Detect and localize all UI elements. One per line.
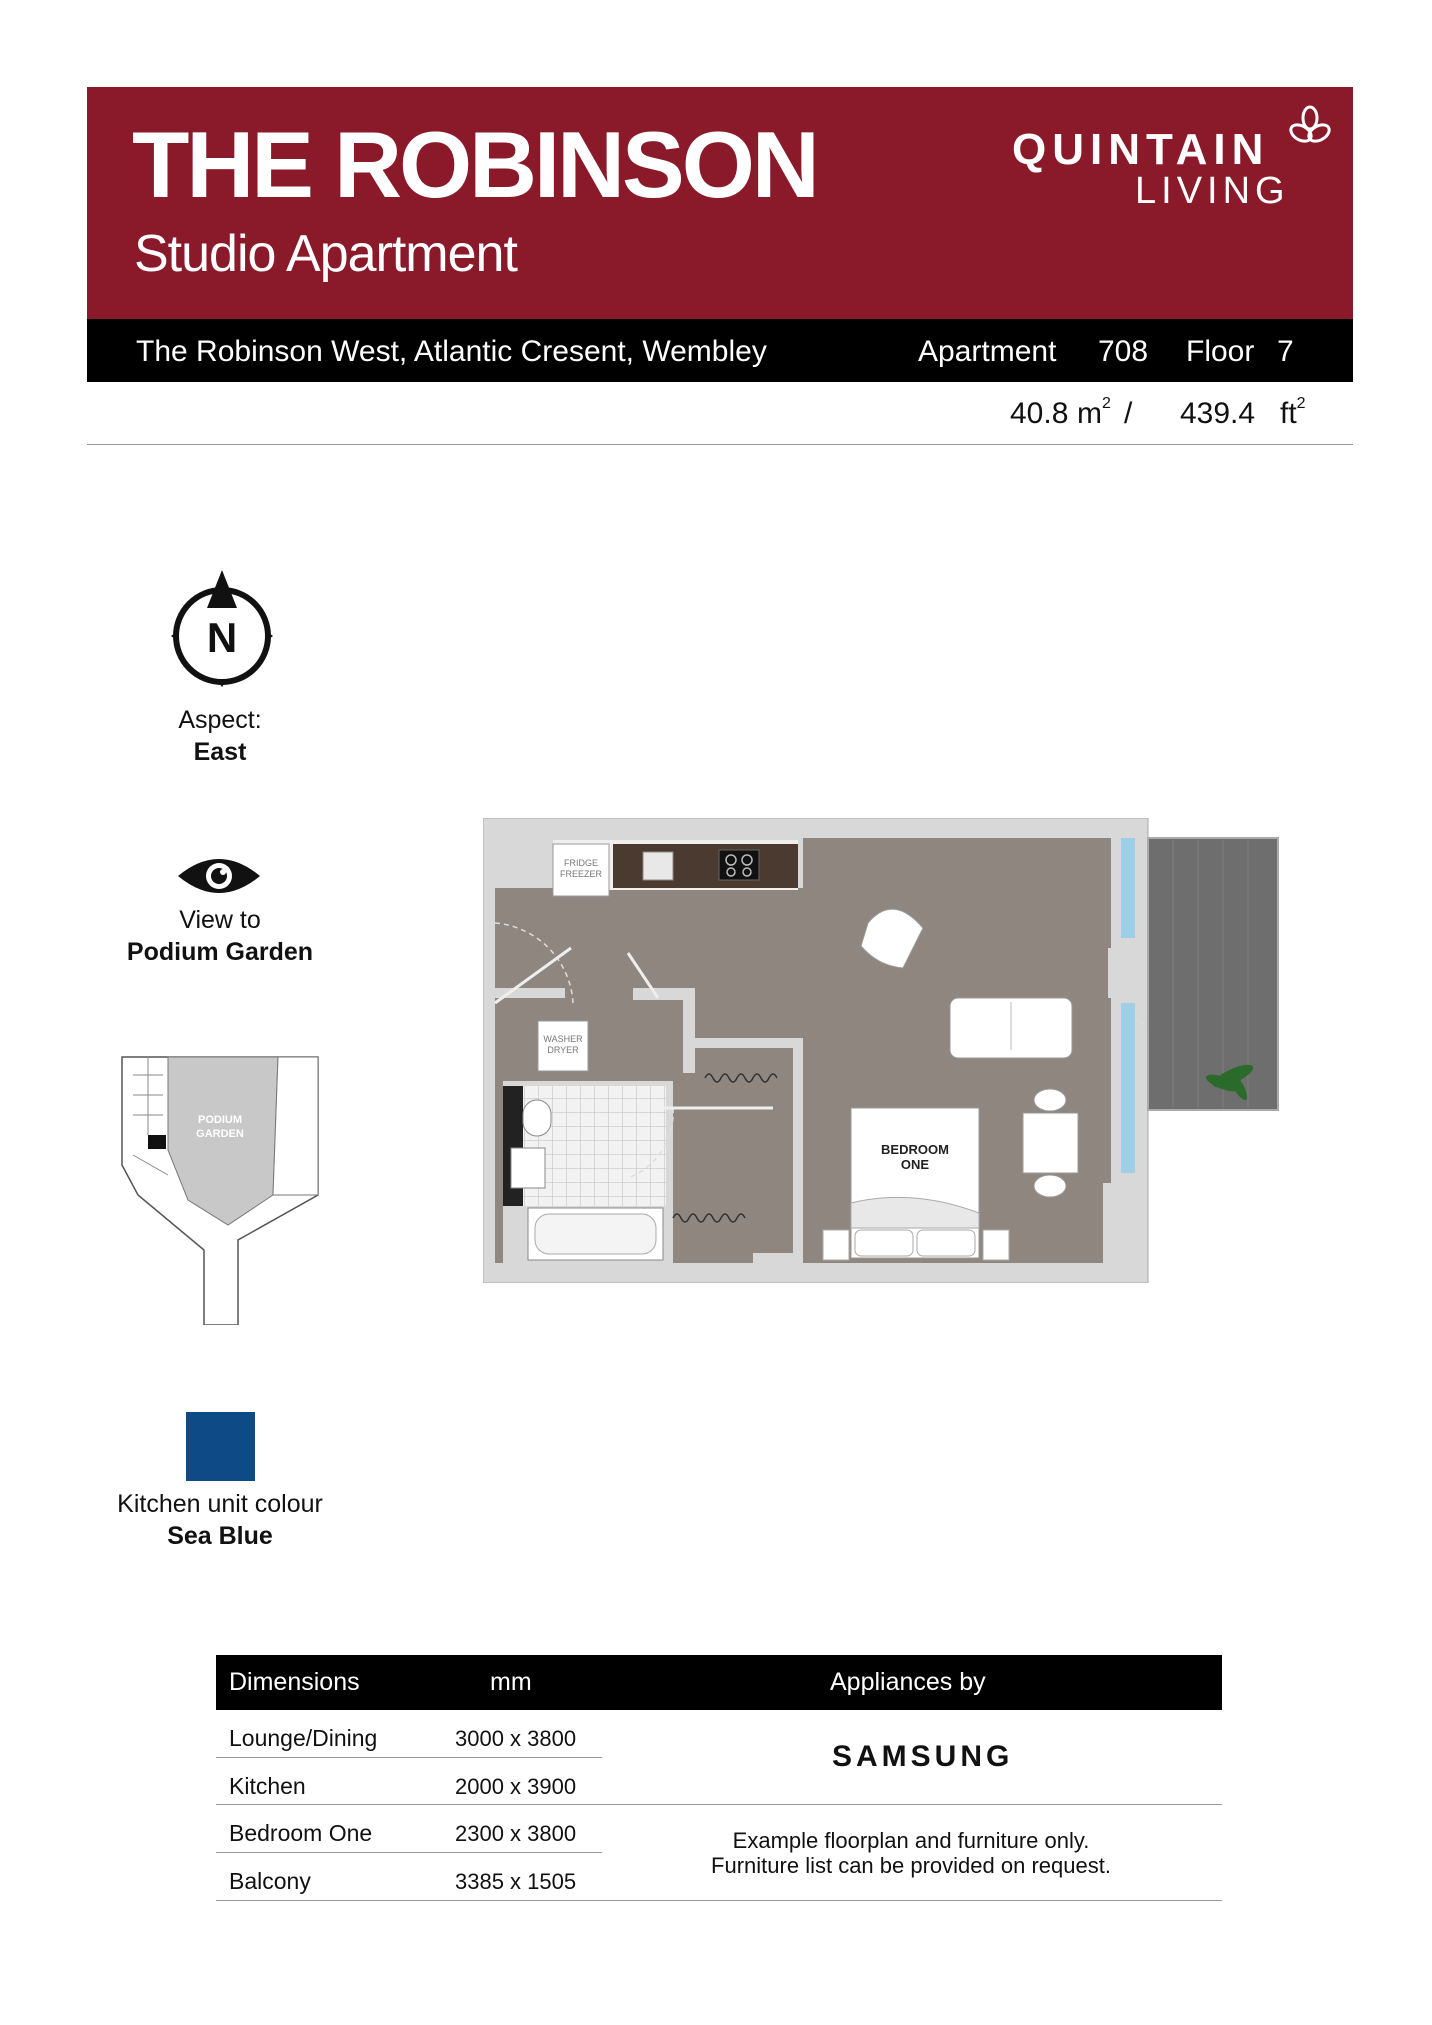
address-text: The Robinson West, Atlantic Cresent, Wembley bbox=[136, 335, 767, 368]
building-key-plan bbox=[118, 1055, 323, 1325]
table-bottom-line bbox=[216, 1900, 1222, 1901]
brand-tagline: LIVING bbox=[1135, 170, 1290, 212]
appliance-brand-logo: SAMSUNG bbox=[832, 1740, 1014, 1773]
row-divider bbox=[216, 1804, 602, 1805]
fridge-label-2: FREEZER bbox=[559, 869, 603, 879]
trefoil-logo-icon bbox=[1288, 105, 1332, 149]
washer-label-1: WASHER bbox=[543, 1034, 583, 1044]
header-mm: mm bbox=[490, 1668, 532, 1696]
view-value: Podium Garden bbox=[126, 938, 314, 966]
row-divider bbox=[216, 1757, 602, 1758]
area-sqm-unit: $m^2$ bbox=[1077, 395, 1111, 430]
table-row-name: Balcony bbox=[229, 1868, 311, 1894]
area-sqm: 40.8 bbox=[1010, 397, 1069, 430]
table-row-name: Bedroom One bbox=[229, 1820, 373, 1846]
brand-name: QUINTAIN bbox=[1012, 125, 1270, 174]
washer-label-2: DRYER bbox=[547, 1045, 579, 1055]
north-compass-icon bbox=[167, 568, 277, 688]
header-dimensions: Dimensions bbox=[229, 1668, 360, 1696]
floor-plan bbox=[483, 818, 1280, 1283]
disclaimer-line-2: Furniture list can be provided on request. bbox=[711, 1853, 1111, 1878]
table-row-value: 3000 x 3800 bbox=[455, 1726, 577, 1751]
bedroom-label-2: ONE bbox=[900, 1157, 930, 1172]
table-row-name: Lounge/Dining bbox=[229, 1725, 378, 1751]
floor-label: Floor bbox=[1186, 335, 1255, 368]
apartment-label: Apartment bbox=[918, 335, 1057, 368]
divider bbox=[87, 444, 1353, 445]
row-divider bbox=[216, 1852, 602, 1853]
aspect-value: East bbox=[193, 738, 247, 766]
table-row-value: 3385 x 1505 bbox=[455, 1869, 577, 1894]
disclaimer-line-1: Example floorplan and furniture only. bbox=[732, 1828, 1090, 1853]
apartment-number: 708 bbox=[1098, 335, 1149, 368]
table-row-value: 2000 x 3900 bbox=[455, 1774, 577, 1799]
kitchen-colour-value: Sea Blue bbox=[167, 1522, 273, 1550]
bedroom-label-1: BEDROOM bbox=[881, 1142, 949, 1157]
aspect-label: Aspect: bbox=[178, 706, 262, 734]
floor-number: 7 bbox=[1277, 335, 1294, 368]
kitchen-colour-label: Kitchen unit colour bbox=[117, 1490, 323, 1518]
fridge-label-1: FRIDGE bbox=[563, 858, 599, 868]
property-subtitle: Studio Apartment bbox=[134, 225, 517, 283]
keyplan-label-1: PODIUM bbox=[198, 1114, 242, 1126]
area-separator: / bbox=[1124, 397, 1133, 430]
table-header bbox=[216, 1655, 1222, 1710]
header-appliances: Appliances by bbox=[830, 1668, 986, 1696]
appliance-divider bbox=[602, 1804, 1222, 1805]
area-sqft: 439.4 bbox=[1180, 397, 1256, 430]
kitchen-colour-swatch bbox=[186, 1412, 255, 1481]
keyplan-label-2: GARDEN bbox=[196, 1128, 244, 1140]
property-title: THE ROBINSON bbox=[132, 112, 817, 217]
view-label: View to bbox=[179, 906, 261, 934]
eye-icon bbox=[176, 852, 262, 900]
area-sqft-unit: $ft^2$ bbox=[1280, 395, 1306, 430]
table-row-value: 2300 x 3800 bbox=[455, 1821, 577, 1846]
table-row-name: Kitchen bbox=[229, 1773, 306, 1799]
compass-letter: N bbox=[206, 614, 238, 661]
